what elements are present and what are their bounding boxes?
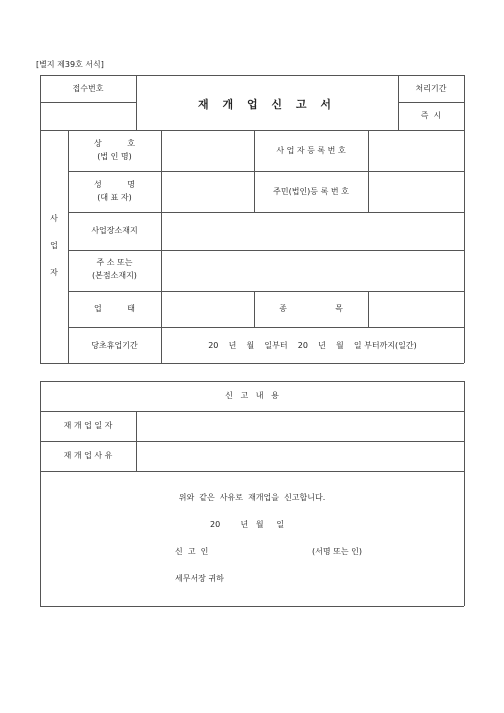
business-address-field[interactable] <box>162 213 463 249</box>
processing-period-value: 즉 시 <box>420 111 442 120</box>
reporter-name-field[interactable] <box>220 544 308 558</box>
trade-name-label: 상 호 <box>94 139 135 148</box>
reporter-label: 신 고 인 <box>175 547 209 556</box>
page-title: 재 개 업 신 고 서 <box>198 98 336 111</box>
reopen-reason-label: 재 개 업 사 유 <box>63 451 113 460</box>
name-label: 성 명 <box>94 180 135 189</box>
business-category-field[interactable] <box>369 292 463 326</box>
reopen-date-label: 재 개 업 일 자 <box>63 421 113 430</box>
name-field[interactable] <box>162 172 253 211</box>
business-address-label: 사업장소재지 <box>91 226 138 235</box>
section-label-char: 자 <box>50 268 58 277</box>
address-sublabel: (본점소재지) <box>92 271 137 280</box>
declaration-date[interactable]: 20 년 월 일 <box>210 520 285 529</box>
address-label: 주 소 또는 <box>96 258 133 267</box>
business-type-field[interactable] <box>162 292 253 326</box>
signature-label[interactable]: (서명 또는 인) <box>312 547 362 556</box>
business-registration-number-label: 사 업 자 등 록 번 호 <box>276 146 346 155</box>
declaration-statement: 위와 같은 사유로 재개업을 신고합니다. <box>178 493 326 502</box>
recipient-label: 세무서장 귀하 <box>175 574 224 583</box>
business-registration-number-field[interactable] <box>369 131 463 170</box>
resident-registration-number-label: 주민(법인)등 록 번 호 <box>273 187 349 196</box>
section-label-char: 사 <box>50 214 58 223</box>
processing-period-label: 처리기간 <box>415 84 447 93</box>
report-content-header: 신 고 내 용 <box>225 391 279 400</box>
closure-period-value[interactable]: 20 년 월 일부터 20 년 월 일 부터까지(일간) <box>208 341 417 350</box>
form-number-label: [별지 제39호 서식] <box>36 60 104 69</box>
business-category-label: 종 목 <box>279 304 343 313</box>
trade-name-field[interactable] <box>162 131 253 170</box>
business-type-label: 업 태 <box>94 304 135 313</box>
address-field[interactable] <box>162 251 463 290</box>
name-sublabel: (대 표 자) <box>97 193 132 202</box>
reopen-date-field[interactable] <box>137 412 463 440</box>
closure-period-label: 당초휴업기간 <box>91 341 138 350</box>
resident-registration-number-field[interactable] <box>369 172 463 211</box>
reopen-reason-field[interactable] <box>137 442 463 470</box>
trade-name-sublabel: (법 인 명) <box>97 152 132 161</box>
section-label-char: 업 <box>50 241 58 250</box>
receipt-number-label: 접수번호 <box>72 84 104 93</box>
